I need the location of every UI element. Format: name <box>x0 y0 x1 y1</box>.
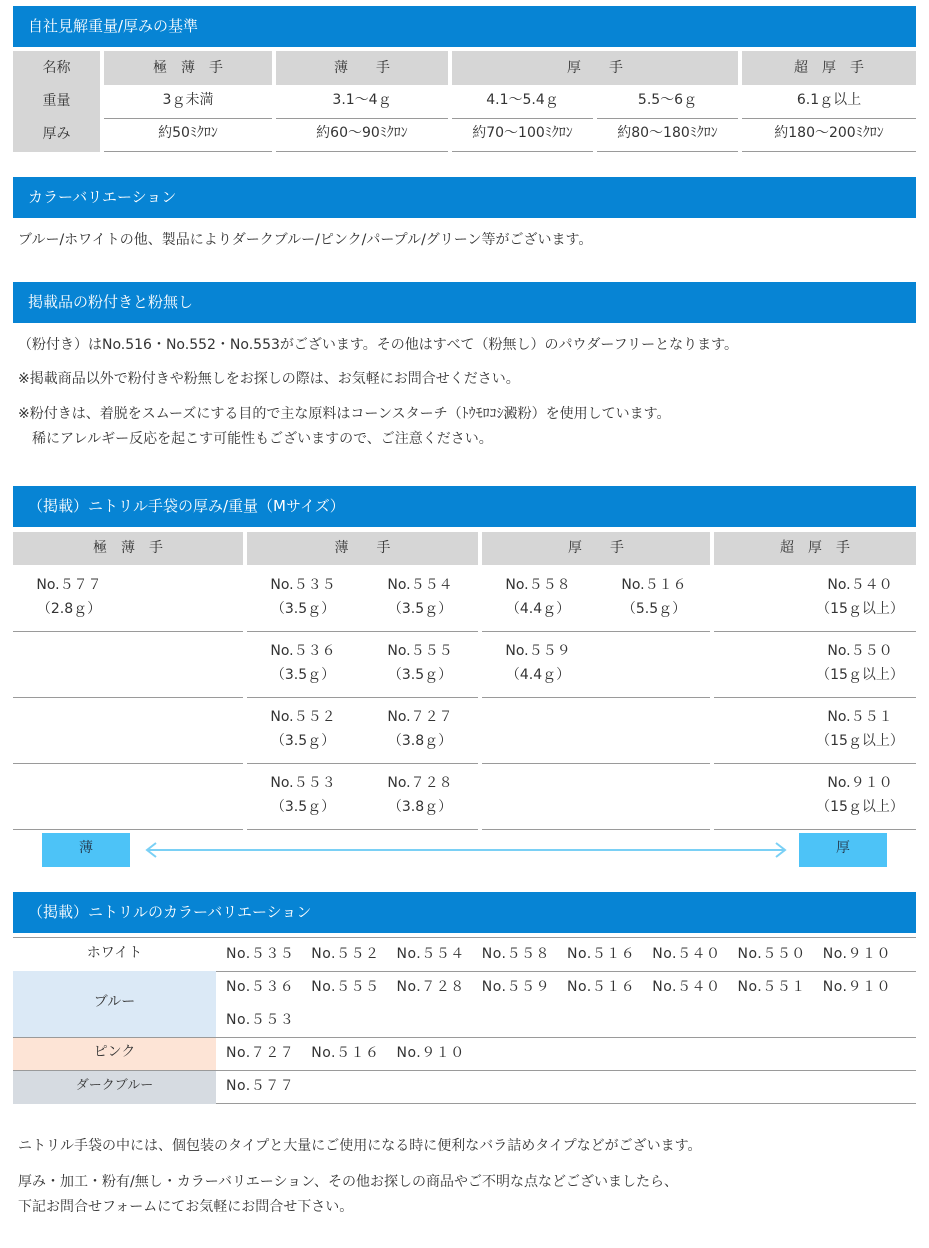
divider <box>482 763 710 764</box>
product-cell: No.５５４ （3.5ｇ） <box>387 577 453 617</box>
product-cell: No.５４０ （15ｇ以上） <box>816 577 904 617</box>
divider <box>247 631 478 632</box>
dark-blue-products: No.５７７ <box>226 1078 295 1094</box>
divider <box>452 118 593 119</box>
weight-ultra-thin: 3ｇ未満 <box>162 92 214 108</box>
product-cell: No.５３６ （3.5ｇ） <box>270 643 336 683</box>
divider <box>216 1103 916 1104</box>
divider <box>597 118 738 119</box>
section-header-color-variation: カラーバリエーション <box>13 177 916 218</box>
footer-text-2: 厚み・加工・粉有/無し・カラーバリエーション、その他お探しの商品やご不明な点などございましたら、 <box>18 1174 679 1190</box>
product-cell: No.７２７ （3.8ｇ） <box>387 709 453 749</box>
color-variation-text: ブルー/ホワイトの他、製品によりダークブルー/ピンク/パープル/グリーン等がございます。 <box>18 232 593 248</box>
product-cell: No.５５２ （3.5ｇ） <box>270 709 336 749</box>
product-cell: No.５１６ （5.5ｇ） <box>621 577 687 617</box>
weight-thick-a: 4.1～5.4ｇ <box>486 92 559 108</box>
divider <box>482 829 710 830</box>
row-label-thickness: 厚み <box>42 126 71 142</box>
color-label-dark-blue: ダークブルー <box>13 1071 216 1104</box>
row-label-weight: 重量 <box>42 93 71 109</box>
powder-text-1: （粉付き）はNo.516・No.552・No.553がございます。その他はすべて（粉無し）のパウダーフリーとなります。 <box>18 337 738 353</box>
thin-indicator: 薄 <box>42 833 130 867</box>
divider <box>742 151 916 152</box>
blue-products-line2: No.５５３ <box>226 1012 295 1028</box>
divider <box>276 151 448 152</box>
header-extra-thick: 超 厚 手 <box>742 51 916 85</box>
product-cell: No.５５０ （15ｇ以上） <box>816 643 904 683</box>
weight-thick-b: 5.5～6ｇ <box>637 92 698 108</box>
divider <box>104 118 272 119</box>
divider <box>482 631 710 632</box>
double-arrow-icon <box>140 838 792 862</box>
product-cell: No.５７７ （2.8ｇ） <box>36 577 102 617</box>
col-label-name: 名称 <box>13 51 100 85</box>
header-ultra-thin: 極 薄 手 <box>104 51 272 85</box>
weight-thin: 3.1～4ｇ <box>332 92 392 108</box>
divider <box>216 971 916 972</box>
white-products: No.５３５ No.５５２ No.５５４ No.５５８ No.５１６ No.５４０ No.５５０ No.９１０ <box>226 946 891 962</box>
product-cell: No.５５５ （3.5ｇ） <box>387 643 453 683</box>
color-label-white: ホワイト <box>13 938 216 971</box>
section-header-nitrile-weight: （掲載）ニトリル手袋の厚み/重量（Mサイズ） <box>13 486 916 527</box>
divider <box>714 829 916 830</box>
divider <box>13 697 243 698</box>
header-ultra-thin: 極 薄 手 <box>13 532 243 565</box>
thickness-thick-b: 約80～180ﾐｸﾛﾝ <box>617 125 718 141</box>
header-thick: 厚 手 <box>452 51 738 85</box>
footer-text-3: 下記お問合せフォームにてお気軽にお問合せ下さい。 <box>18 1199 354 1215</box>
header-thick: 厚 手 <box>482 532 710 565</box>
divider <box>742 118 916 119</box>
section-header-nitrile-colors: （掲載）ニトリルのカラーバリエーション <box>13 892 916 933</box>
header-thin: 薄 手 <box>247 532 478 565</box>
divider <box>452 151 593 152</box>
powder-text-3: ※粉付きは、着脱をスムーズにする目的で主な原料はコーンスターチ（ﾄｳﾓﾛｺｼ澱粉）を使用しています。 <box>18 406 671 422</box>
divider <box>104 151 272 152</box>
thickness-extra-thick: 約180～200ﾐｸﾛﾝ <box>774 125 884 141</box>
blue-products: No.５３６ No.５５５ No.７２８ No.５５９ No.５１６ No.５４０ No.５５１ No.９１０ <box>226 979 891 995</box>
divider <box>276 118 448 119</box>
section-header-powder: 掲載品の粉付きと粉無し <box>13 282 916 323</box>
powder-text-2: ※掲載商品以外で粉付きや粉無しをお探しの際は、お気軽にお問合せください。 <box>18 371 520 387</box>
color-label-pink: ピンク <box>13 1038 216 1070</box>
product-cell: No.９１０ （15ｇ以上） <box>816 775 904 815</box>
divider <box>247 697 478 698</box>
powder-text-4: 稀にアレルギー反応を起こす可能性もございますので、ご注意ください。 <box>32 431 493 447</box>
thick-indicator: 厚 <box>799 833 887 867</box>
divider <box>13 631 243 632</box>
divider <box>482 697 710 698</box>
product-cell: No.７２８ （3.8ｇ） <box>387 775 453 815</box>
product-cell: No.５５１ （15ｇ以上） <box>816 709 904 749</box>
divider <box>13 829 243 830</box>
thickness-thin: 約60～90ﾐｸﾛﾝ <box>316 125 408 141</box>
divider <box>597 151 738 152</box>
color-label-blue: ブルー <box>13 971 216 1037</box>
product-cell: No.５３５ （3.5ｇ） <box>270 577 336 617</box>
divider <box>247 763 478 764</box>
divider <box>247 829 478 830</box>
divider <box>714 697 916 698</box>
footer-text-1: ニトリル手袋の中には、個包装のタイプと大量にご使用になる時に便利なバラ詰めタイプなどがございます。 <box>18 1138 702 1154</box>
row-labels-block <box>13 85 100 152</box>
thickness-ultra-thin: 約50ﾐｸﾛﾝ <box>158 125 218 141</box>
divider <box>13 763 243 764</box>
header-extra-thick: 超 厚 手 <box>714 532 916 565</box>
section-header-thickness-standard: 自社見解重量/厚みの基準 <box>13 6 916 47</box>
product-cell: No.５５３ （3.5ｇ） <box>270 775 336 815</box>
divider <box>714 763 916 764</box>
product-cell: No.５５９ （4.4ｇ） <box>505 643 571 683</box>
product-cell: No.５５８ （4.4ｇ） <box>505 577 571 617</box>
weight-extra-thick: 6.1ｇ以上 <box>796 92 862 108</box>
pink-products: No.７２７ No.５１６ No.９１０ <box>226 1045 465 1061</box>
thickness-thick-a: 約70～100ﾐｸﾛﾝ <box>472 125 573 141</box>
divider <box>714 631 916 632</box>
header-thin: 薄 手 <box>276 51 448 85</box>
